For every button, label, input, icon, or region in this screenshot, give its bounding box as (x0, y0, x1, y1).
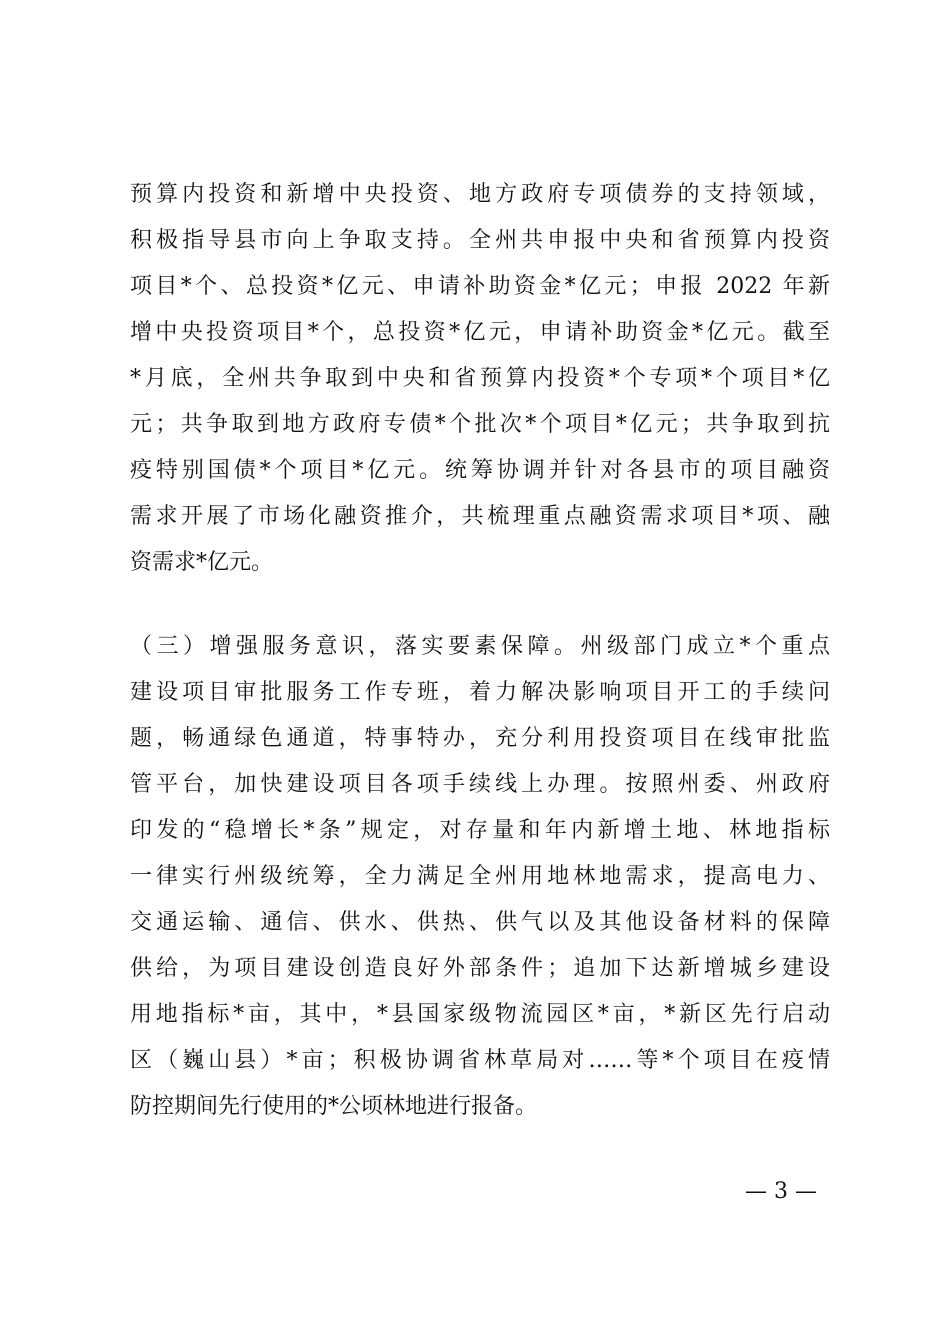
text-line: 需求开展了市场化融资推介，共梳理重点融资需求项目*项、融 (130, 504, 830, 529)
text-line: 用地指标*亩，其中，*县国家级物流园区*亩，*新区先行启动 (130, 1002, 830, 1027)
text-line: 疫特别国债*个项目*亿元。统筹协调并针对各县市的项目融资 (130, 458, 830, 483)
page-number: — 3 — (745, 1179, 817, 1204)
text-line: 印发的“稳增长*条”规定，对存量和年内新增土地、林地指标 (130, 818, 830, 843)
section-heading-line: （三）增强服务意识，落实要素保障。州级部门成立*个重点 (130, 634, 830, 659)
text-line: 项目*个、总投资*亿元、申请补助资金*亿元；申报 2022 年新 (130, 274, 830, 299)
text-line: 建设项目审批服务工作专班，着力解决影响项目开工的手续问 (130, 680, 830, 705)
text-line: 增中央投资项目*个，总投资*亿元，申请补助资金*亿元。截至 (130, 320, 830, 345)
text-line: 管平台，加快建设项目各项手续线上办理。按照州委、州政府 (130, 772, 830, 797)
text-line: 交通运输、通信、供水、供热、供气以及其他设备材料的保障 (130, 910, 830, 935)
text-line: 积极指导县市向上争取支持。全州共申报中央和省预算内投资 (130, 228, 830, 253)
text-line: 题，畅通绿色通道，特事特办，充分利用投资项目在线审批监 (130, 726, 830, 751)
text-line: 区（巍山县）*亩；积极协调省林草局对……等*个项目在疫情 (130, 1048, 830, 1073)
text-line: 一律实行州级统筹，全力满足全州用地林地需求，提高电力、 (130, 864, 830, 889)
text-line: 资需求*亿元。 (130, 550, 274, 575)
text-line: 防控期间先行使用的*公顷林地进行报备。 (130, 1094, 538, 1119)
text-line: 预算内投资和新增中央投资、地方政府专项债券的支持领域， (130, 182, 830, 207)
text-line: 供给，为项目建设创造良好外部条件；追加下达新增城乡建设 (130, 956, 830, 981)
text-line: 元；共争取到地方政府专债*个批次*个项目*亿元；共争取到抗 (130, 412, 830, 437)
text-line: *月底，全州共争取到中央和省预算内投资*个专项*个项目*亿 (130, 366, 830, 391)
